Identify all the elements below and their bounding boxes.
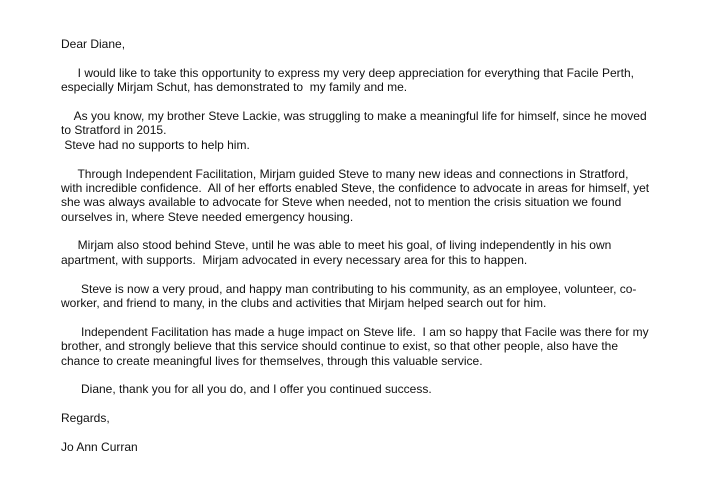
- text-line: with incredible confidence. All of her efforts enabled Steve, the confidence to advocate in areas for himself, yet: [61, 180, 650, 195]
- paragraph-community: [61, 282, 691, 311]
- text-line: ourselves in, where Steve needed emergency housing.: [61, 209, 354, 224]
- text-line: Steve is now a very proud, and happy man contributing to his community, as an employee, volunteer, co-: [61, 281, 637, 296]
- closing: Regards,: [61, 411, 110, 426]
- paragraph-gap: [61, 267, 691, 281]
- paragraph-facilitation: [61, 167, 691, 225]
- text-line: Independent Facilitation has made a huge impact on Steve life. I am so happy that Facile was there for my: [61, 324, 649, 339]
- text-line: I would like to take this opportunity to express my very deep appreciation for everything that Facile Perth,: [61, 65, 634, 80]
- text-line: to Stratford in 2015.: [61, 123, 167, 138]
- paragraph-gap: [61, 224, 691, 238]
- paragraph-gap: [61, 397, 691, 411]
- paragraph-independence: [61, 238, 691, 267]
- text-line: apartment, with supports. Mirjam advocated in every necessary area for this to happen.: [61, 252, 528, 267]
- text-line: Mirjam also stood behind Steve, until he was able to meet his goal, of living independently in his own: [61, 238, 612, 253]
- letter-body: [61, 37, 691, 454]
- paragraph-gap: [61, 310, 691, 324]
- paragraph-thanks: [61, 382, 691, 396]
- greeting: Dear Diane,: [61, 37, 126, 51]
- text-line: Through Independent Facilitation, Mirjam guided Steve to many new ideas and connections in Stratford,: [61, 166, 629, 181]
- text-line: Steve had no supports to help him.: [61, 137, 250, 152]
- text-line: As you know, my brother Steve Lackie, was struggling to make a meaningful life for himself, since he moved: [61, 108, 647, 123]
- text-line: worker, and friend to many, in the clubs and activities that Mirjam helped search out for him.: [61, 296, 547, 311]
- paragraph-gap: [61, 368, 691, 382]
- signature: Jo Ann Curran: [61, 439, 138, 454]
- text-line: brother, and strongly believe that this service should continue to exist, so that other people, also have the: [61, 339, 619, 354]
- text-line: especially Mirjam Schut, has demonstrated to my family and me.: [61, 80, 408, 95]
- text-line: she was always available to advocate for Steve when needed, not to mention the crisis situation we found: [61, 195, 622, 210]
- text-line: chance to create meaningful lives for themselves, through this valuable service.: [61, 353, 483, 368]
- paragraph-impact: [61, 325, 691, 368]
- paragraph-gap: [61, 95, 691, 109]
- paragraph-background: [61, 109, 691, 152]
- paragraph-gap: [61, 152, 691, 166]
- text-line: Diane, thank you for all you do, and I offer you continued success.: [61, 382, 432, 397]
- paragraph-gap: [61, 51, 691, 65]
- paragraph-appreciation: [61, 66, 691, 95]
- paragraph-gap: [61, 426, 691, 440]
